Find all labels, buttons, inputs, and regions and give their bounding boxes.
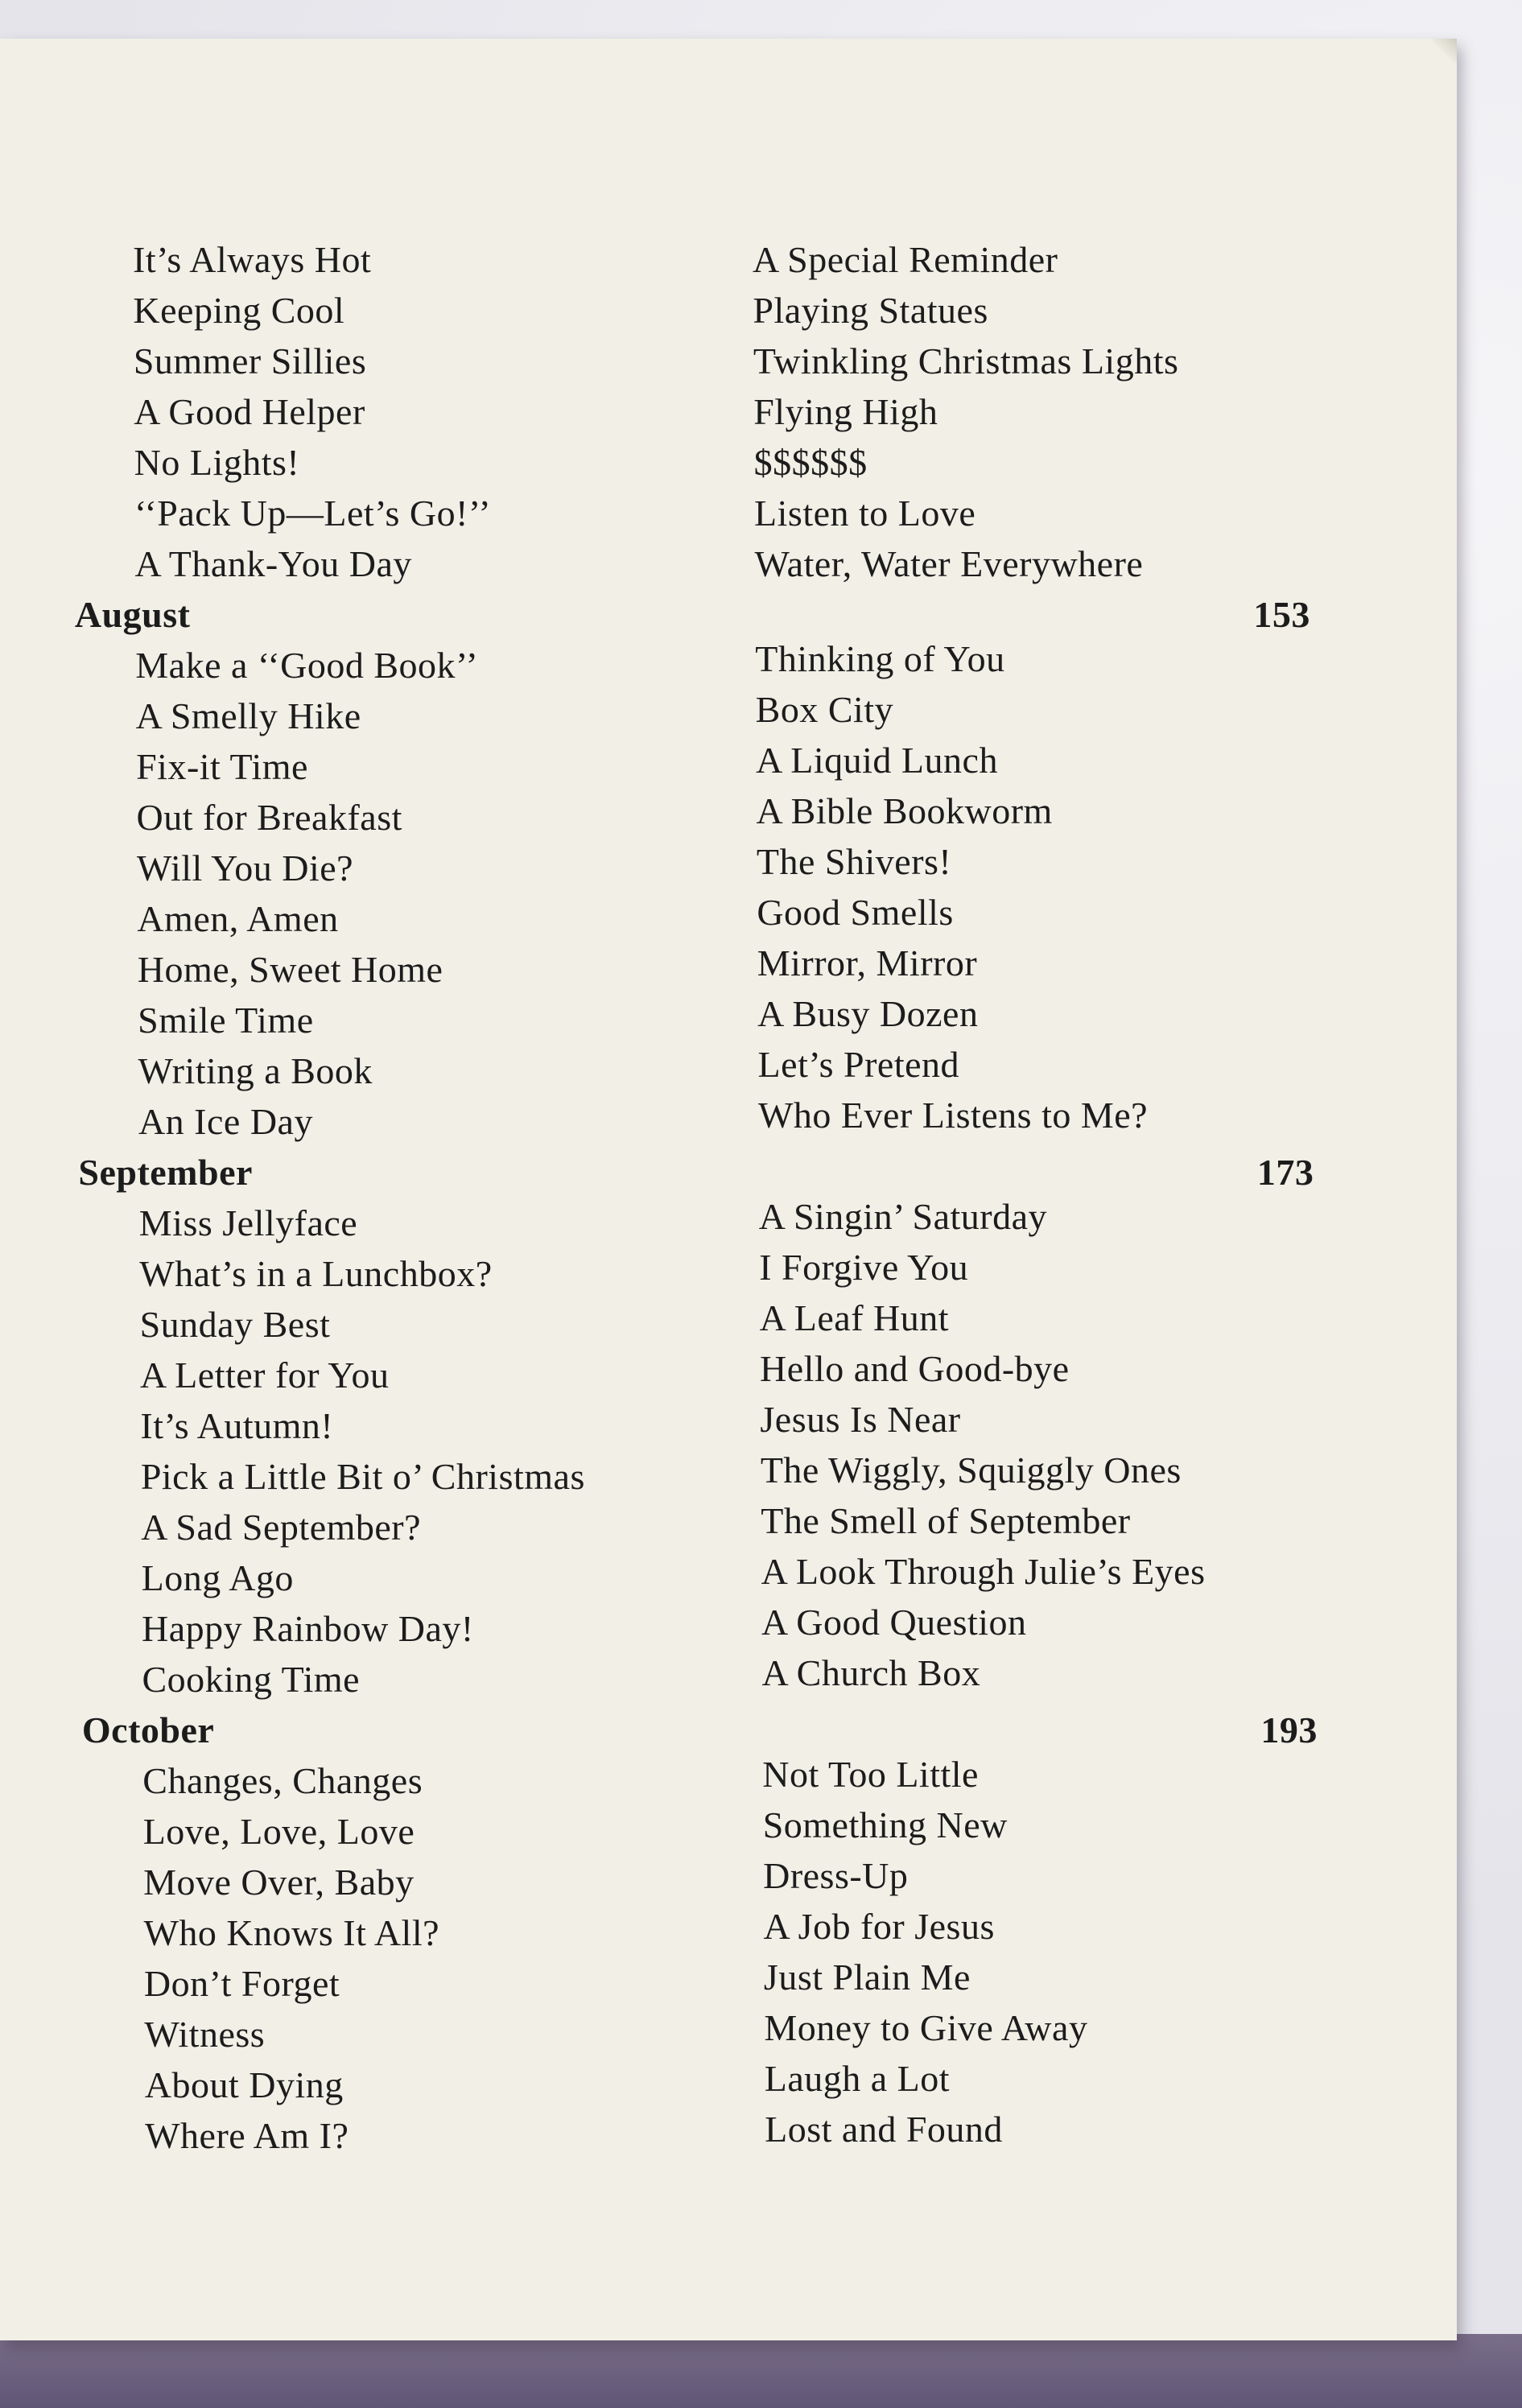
toc-entry-left: Long Ago bbox=[141, 1557, 294, 1598]
month-heading: September bbox=[78, 1152, 253, 1193]
toc-entry-left: Fix-it Time bbox=[136, 746, 308, 787]
toc-entry-left: About Dying bbox=[144, 2064, 344, 2105]
toc-entry-right: The Smell of September bbox=[761, 1500, 1131, 1541]
toc-entry-right: I Forgive You bbox=[759, 1247, 969, 1288]
toc-entry-left: Where Am I? bbox=[145, 2115, 349, 2156]
table-shadow bbox=[0, 2334, 1522, 2408]
toc-entry-right: The Shivers! bbox=[756, 841, 952, 882]
toc-entry-right: Box City bbox=[755, 689, 894, 730]
toc-entry-right: Dress-Up bbox=[763, 1855, 909, 1896]
toc-entry-right: A Church Box bbox=[761, 1652, 981, 1693]
page-number: 173 bbox=[1256, 1152, 1314, 1193]
toc-entry-left: An Ice Day bbox=[138, 1101, 313, 1142]
toc-entry-right: Laugh a Lot bbox=[764, 2058, 951, 2099]
toc-entry-right: Mirror, Mirror bbox=[757, 942, 978, 983]
toc-entry-left: Summer Sillies bbox=[133, 340, 367, 381]
toc-entry-right: The Wiggly, Squiggly Ones bbox=[760, 1449, 1182, 1491]
toc-entry-right: A Good Question bbox=[761, 1602, 1027, 1643]
page-number: 153 bbox=[1253, 594, 1310, 635]
toc-entry-left: Home, Sweet Home bbox=[137, 949, 443, 990]
toc-entry-left: Changes, Changes bbox=[142, 1760, 423, 1801]
toc-entry-right: Hello and Good-bye bbox=[760, 1348, 1070, 1389]
toc-entry-right: A Liquid Lunch bbox=[756, 740, 998, 781]
toc-entry-left: Witness bbox=[144, 2014, 266, 2055]
page-number: 193 bbox=[1260, 1709, 1318, 1750]
toc-entry-left: Pick a Little Bit o’ Christmas bbox=[140, 1456, 585, 1497]
toc-entry-right: Lost and Found bbox=[765, 2109, 1003, 2150]
toc-entry-right: Thinking of You bbox=[755, 638, 1005, 679]
toc-entry-left: A Thank-You Day bbox=[134, 543, 412, 584]
toc-entry-left: A Sad September? bbox=[141, 1507, 422, 1548]
toc-entry-left: Move Over, Baby bbox=[143, 1862, 415, 1903]
toc-entry-right: Who Ever Listens to Me? bbox=[757, 1095, 1149, 1136]
toc-entry-right: Jesus Is Near bbox=[760, 1399, 961, 1440]
toc-entry-left: No Lights! bbox=[134, 442, 300, 483]
toc-entry-right: $$$$$$ bbox=[753, 442, 868, 483]
toc-entry-left: Miss Jellyface bbox=[138, 1202, 358, 1243]
toc-entry-right: Money to Give Away bbox=[764, 2007, 1088, 2048]
book-page bbox=[0, 39, 1457, 2340]
toc-entry-right: A Bible Bookworm bbox=[756, 790, 1053, 831]
toc-entry-left: Love, Love, Love bbox=[142, 1811, 415, 1852]
toc-entry-right: A Special Reminder bbox=[753, 239, 1058, 280]
toc-entry-left: Keeping Cool bbox=[133, 290, 345, 331]
toc-entry-left: Who Knows It All? bbox=[143, 1912, 440, 1953]
toc-entry-left: A Letter for You bbox=[140, 1354, 390, 1396]
toc-entry-right: A Busy Dozen bbox=[757, 993, 979, 1034]
toc-entry-left: Don’t Forget bbox=[143, 1963, 340, 2004]
toc-entry-left: Cooking Time bbox=[142, 1659, 361, 1700]
table-of-contents bbox=[0, 39, 1457, 2340]
toc-entry-right: Good Smells bbox=[757, 892, 954, 933]
toc-entry-left: Make a ‘‘Good Book’’ bbox=[135, 645, 479, 686]
toc-entry-left: What’s in a Lunchbox? bbox=[139, 1253, 493, 1294]
toc-entry-left: Amen, Amen bbox=[137, 898, 339, 939]
toc-entry-left: A Smelly Hike bbox=[135, 695, 361, 736]
month-heading: August bbox=[74, 594, 191, 635]
toc-entry-right: Let’s Pretend bbox=[757, 1044, 960, 1085]
toc-entry-left: A Good Helper bbox=[134, 391, 365, 432]
toc-entry-right: Water, Water Everywhere bbox=[754, 543, 1144, 584]
toc-entry-left: Happy Rainbow Day! bbox=[142, 1608, 474, 1649]
toc-entry-left: Will You Die? bbox=[136, 847, 354, 889]
toc-entry-right: A Look Through Julie’s Eyes bbox=[761, 1551, 1206, 1592]
toc-entry-right: Playing Statues bbox=[753, 290, 988, 331]
toc-entry-right: Not Too Little bbox=[762, 1754, 979, 1795]
toc-entry-left: Out for Breakfast bbox=[136, 797, 402, 838]
toc-entry-right: A Job for Jesus bbox=[763, 1906, 995, 1947]
toc-entry-right: Something New bbox=[762, 1804, 1008, 1845]
toc-entry-right: A Leaf Hunt bbox=[759, 1297, 950, 1338]
toc-entry-left: It’s Autumn! bbox=[140, 1405, 334, 1446]
month-heading: October bbox=[81, 1709, 215, 1750]
toc-entry-right: Just Plain Me bbox=[763, 1956, 971, 1998]
toc-entry-left: Writing a Book bbox=[138, 1050, 373, 1091]
toc-entry-right: A Singin’ Saturday bbox=[758, 1196, 1048, 1237]
toc-entry-right: Listen to Love bbox=[754, 493, 976, 534]
toc-entry-right: Flying High bbox=[753, 391, 938, 432]
toc-entry-right: Twinkling Christmas Lights bbox=[753, 340, 1179, 381]
toc-entry-left: Smile Time bbox=[138, 1000, 314, 1041]
toc-entry-left: Sunday Best bbox=[139, 1304, 331, 1345]
toc-entry-left: It’s Always Hot bbox=[133, 239, 372, 280]
toc-entry-left: ‘‘Pack Up—Let’s Go!’’ bbox=[134, 493, 492, 534]
